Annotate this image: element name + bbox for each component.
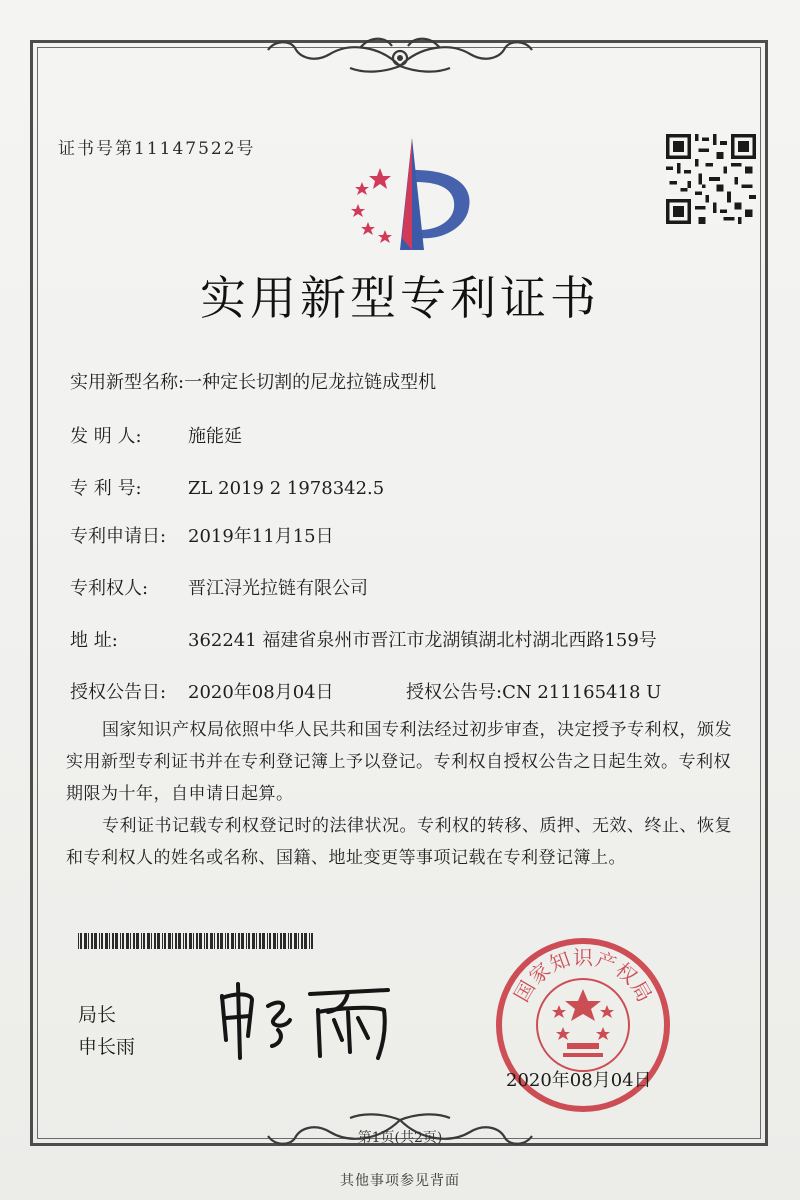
filing-date-label: 专利申请日:	[70, 526, 167, 547]
utility-model-name-value: 一种定长切割的尼龙拉链成型机	[184, 372, 437, 393]
top-ornament-icon	[250, 28, 550, 88]
barcode	[78, 933, 316, 949]
certificate-number: 证书号第11147522号	[58, 139, 256, 159]
utility-model-name-label: 实用新型名称:	[70, 372, 185, 393]
grant-number-label: 授权公告号:	[406, 682, 503, 703]
address-row	[70, 626, 657, 652]
legal-status-paragraph: 专利证书记载专利权登记时的法律状况。专利权的转移、质押、无效、终止、恢复和专利权人的姓名或名称、国籍、地址变更等事项记载在专利登记簿上。	[66, 816, 732, 868]
qr-code	[666, 134, 756, 224]
signatory-title: 局长	[78, 1004, 117, 1026]
grant-statement-paragraph: 国家知识产权局依照中华人民共和国专利法经过初步审查，决定授予专利权，颁发实用新型专利证书并在专利登记簿上予以登记。专利权自授权公告之日起生效。专利权期限为十年，自申请日起算。	[66, 720, 732, 804]
patent-number-label: 专 利 号:	[70, 478, 142, 499]
utility-model-name-row	[70, 368, 436, 394]
patentee-row	[70, 574, 368, 600]
patent-number-row	[70, 474, 384, 500]
inventor-value: 施能延	[188, 426, 242, 447]
svg-text:国: 国	[509, 976, 540, 1006]
page-number: 第1页(共2页)	[357, 1130, 443, 1146]
svg-text:产: 产	[592, 946, 620, 977]
svg-text:识: 识	[573, 945, 593, 970]
inventor-label: 发 明 人:	[70, 426, 142, 447]
svg-text:局: 局	[626, 976, 657, 1006]
filing-date-value: 2019年11月15日	[188, 526, 334, 547]
seal-date: 2020年08月04日	[506, 1070, 652, 1091]
certificate-title: 实用新型专利证书	[200, 271, 600, 325]
address-label: 地 址:	[70, 630, 118, 651]
svg-text:权: 权	[611, 957, 642, 989]
svg-text:知: 知	[546, 946, 574, 977]
grant-date-value: 2020年08月04日	[188, 682, 334, 703]
grant-date-row	[70, 678, 334, 704]
signatory-name: 申长雨	[78, 1036, 136, 1058]
address-value: 362241 福建省泉州市晋江市龙湖镇湖北村湖北西路159号	[188, 630, 657, 651]
grant-date-label: 授权公告日:	[70, 682, 167, 703]
back-side-note: 其他事项参见背面	[340, 1173, 460, 1189]
patentee-value: 晋江浔光拉链有限公司	[188, 578, 368, 599]
svg-text:家: 家	[524, 957, 555, 989]
handwritten-signature	[208, 976, 418, 1066]
patent-number-value: ZL 2019 2 1978342.5	[188, 478, 385, 499]
patent-office-logo	[340, 130, 480, 260]
grant-number-row	[406, 678, 661, 704]
filing-date-row	[70, 522, 334, 548]
grant-number-value: CN 211165418 U	[502, 682, 662, 703]
inventor-row	[70, 422, 242, 448]
patentee-label: 专利权人:	[70, 578, 149, 599]
